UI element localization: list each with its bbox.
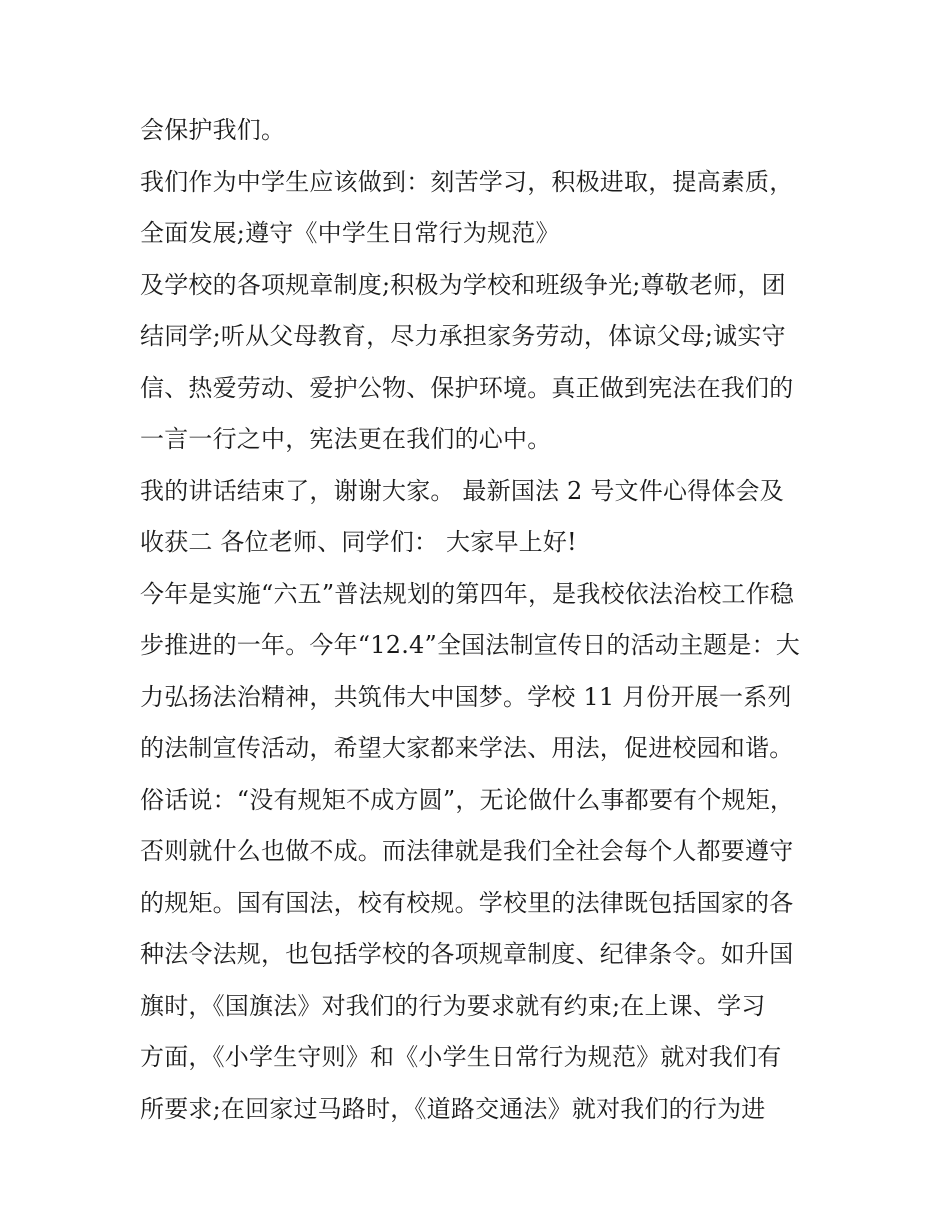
- text-line: 我的讲话结束了，谢谢大家。 最新国法 2 号文件心得体会及: [140, 476, 784, 505]
- text-line: 及学校的各项规章制度;积极为学校和班级争光;尊敬老师，团: [140, 270, 786, 299]
- text-line: 的规矩。国有国法，校有校规。学校里的法律既包括国家的各: [140, 888, 794, 917]
- text-line: 俗话说：“没有规矩不成方圆”，无论做什么事都要有个规矩，: [140, 785, 795, 814]
- text-line: 旗时，《国旗法》对我们的行为要求就有约束;在上课、学习: [140, 991, 766, 1020]
- text-line: 种法令法规，也包括学校的各项规章制度、纪律条令。如升国: [140, 940, 794, 968]
- text-line: 否则就什么也做不成。而法律就是我们全社会每个人都要遵守: [140, 837, 794, 865]
- text-line: 会保护我们。: [140, 116, 286, 144]
- text-line: 步推进的一年。今年“12.4”全国法制宣传日的活动主题是：大: [140, 631, 800, 659]
- text-line: 方面，《小学生守则》和《小学生日常行为规范》就对我们有: [140, 1043, 782, 1071]
- text-line: 一言一行之中，宪法更在我们的心中。: [140, 425, 552, 453]
- text-line: 所要求;在回家过马路时，《道路交通法》就对我们的行为进: [140, 1094, 766, 1123]
- text-line: 收获二 各位老师、同学们： 大家早上好!: [140, 528, 577, 556]
- text-line: 结同学;听从父母教育，尽力承担家务劳动，体谅父母;诚实守: [140, 322, 786, 350]
- text-line: 我们作为中学生应该做到：刻苦学习，积极进取，提高素质，: [140, 167, 794, 196]
- text-line: 信、热爱劳动、爱护公物、保护环境。真正做到宪法在我们的: [140, 373, 794, 402]
- text-line: 今年是实施“六五”普法规划的第四年，是我校依法治校工作稳: [140, 579, 795, 608]
- document-body: [140, 105, 820, 1135]
- text-line: 的法制宣传活动，希望大家都来学法、用法，促进校园和谐。: [140, 734, 794, 762]
- text-line: 力弘扬法治精神，共筑伟大中国梦。学校 11 月份开展一系列: [140, 682, 792, 711]
- text-line: 全面发展;遵守《中学生日常行为规范》: [140, 219, 560, 247]
